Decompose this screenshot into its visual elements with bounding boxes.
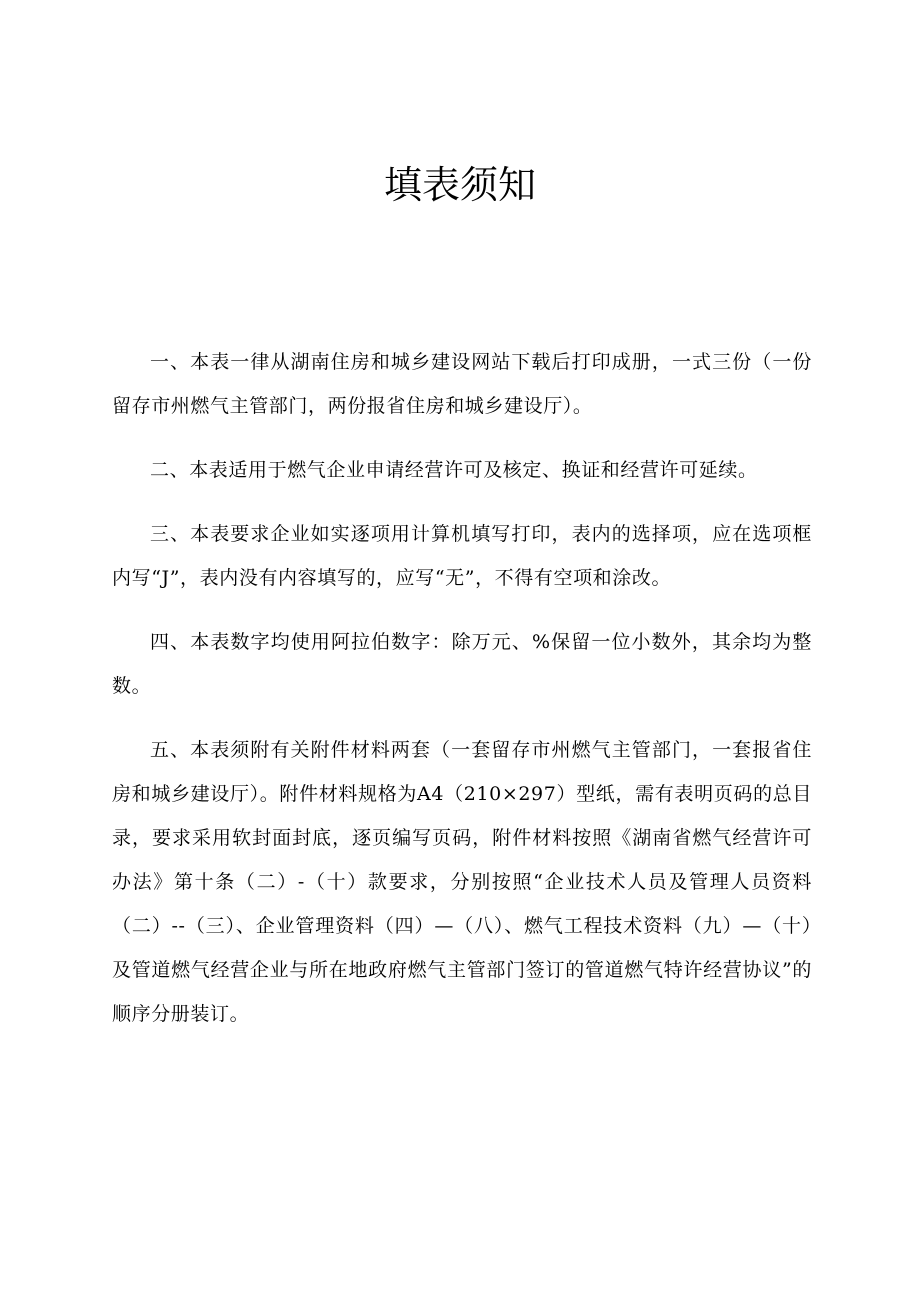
page-title: 填表须知 — [383, 163, 536, 207]
instructions-body — [112, 340, 812, 1056]
instruction-paragraph-2: 二、本表适用于燃气企业申请经营许可及核定、换证和经营许可延续。 — [150, 459, 758, 481]
instruction-paragraph-4: 四、本表数字均使用阿拉伯数字：除万元、%保留一位小数外，其余均为整数。 — [112, 631, 812, 697]
instruction-paragraph-3: 三、本表要求企业如实逐项用计算机填写打印，表内的选择项，应在选项框内写“J”，表内没有内容填写的，应写“无”，不得有空项和涂改。 — [112, 523, 812, 589]
instruction-paragraph-1: 一、本表一律从湖南住房和城乡建设网站下载后打印成册，一式三份（一份留存市州燃气主管部门，两份报省住房和城乡建设厅）。 — [112, 351, 812, 417]
instruction-paragraph-5: 五、本表须附有关附件材料两套（一套留存市州燃气主管部门，一套报省住房和城乡建设厅）。附件材料规格为A4（210×297）型纸，需有表明页码的总目录，要求采用软封面封底，逐页编写页码，附件材料按照《湖南省燃气经营许可办法》第十条（二）-（十）款要求，分别按照“企业技术人员及管理人员资料（二）--（三）、企业管理资料（四）—（八）、燃气工程技术资料（九）—（十）及管道燃气经营企业与所在地政府燃气主管部门签订的管道燃气特许经营协议”的顺序分册装订。 — [112, 739, 812, 1025]
